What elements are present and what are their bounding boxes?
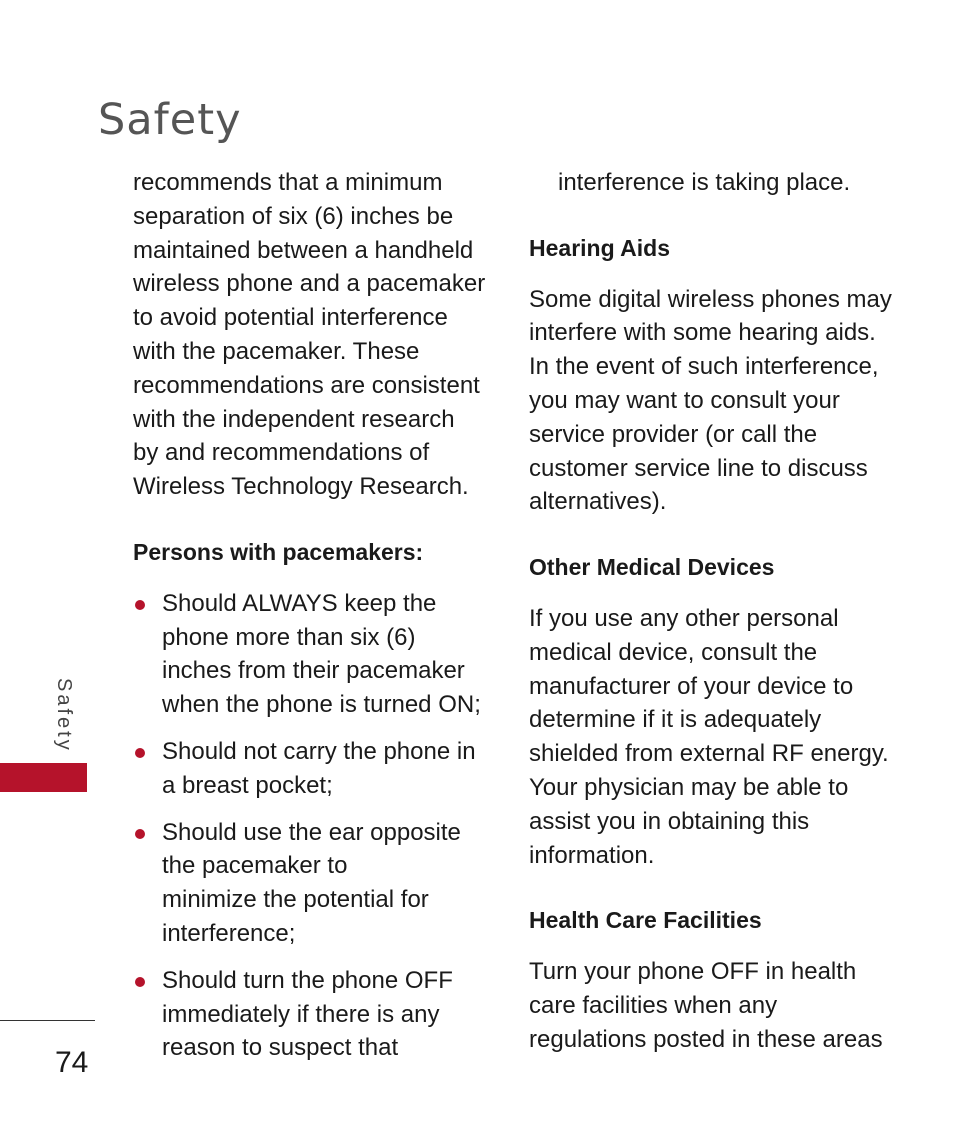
text-line: with the pacemaker. These: [133, 337, 420, 365]
text-line: a breast pocket;: [162, 771, 333, 799]
text-line: Your physician may be able to: [529, 773, 849, 801]
text-line: recommendations are consistent: [133, 371, 480, 399]
text-line: Should not carry the phone in: [162, 737, 476, 765]
medical-devices-paragraph: [529, 602, 909, 872]
continued-line: interference is taking place.: [558, 169, 851, 196]
bullet-item: [133, 964, 493, 1065]
intro-paragraph: [133, 166, 493, 504]
text-line: alternatives).: [529, 488, 667, 516]
page-number: 74: [55, 1046, 89, 1079]
text-line: assist you in obtaining this: [529, 807, 810, 835]
text-line: minimize the potential for: [162, 886, 429, 914]
text-line: care facilities when any: [529, 991, 778, 1019]
bullet-item: [133, 816, 493, 951]
health-care-paragraph: [529, 955, 909, 1056]
text-line: maintained between a handheld: [133, 236, 474, 264]
text-line: inches from their pacemaker: [162, 657, 465, 685]
hearing-aids-paragraph: [529, 283, 909, 520]
text-line: wireless phone and a pacemaker: [133, 270, 486, 298]
bullet-dot-icon: [135, 977, 145, 987]
text-line: when the phone is turned ON;: [162, 691, 481, 719]
text-line: shielded from external RF energy.: [529, 740, 889, 768]
text-line: customer service line to discuss: [529, 454, 868, 482]
text-line: with the independent research: [133, 405, 455, 433]
text-line: Turn your phone OFF in health: [529, 958, 857, 986]
section-heading-hearing-aids: Hearing Aids: [529, 234, 671, 261]
text-line: by and recommendations of: [133, 439, 430, 467]
text-line: the pacemaker to: [162, 852, 348, 880]
text-line: If you use any other personal: [529, 604, 839, 632]
text-line: reason to suspect that: [162, 1034, 399, 1062]
side-tab-label: Safety: [53, 678, 75, 753]
bullet-item: [133, 587, 493, 722]
text-line: determine if it is adequately: [529, 706, 822, 734]
text-line: medical device, consult the: [529, 638, 818, 666]
section-heading-pacemakers: Persons with pacemakers:: [133, 538, 424, 565]
text-line: you may want to consult your: [529, 386, 840, 414]
text-line: In the event of such interference,: [529, 353, 879, 381]
text-line: Should ALWAYS keep the: [162, 589, 437, 617]
text-line: separation of six (6) inches be: [133, 202, 454, 230]
page-title: Safety: [98, 94, 242, 145]
footer-divider: [0, 1020, 95, 1021]
text-line: information.: [529, 841, 655, 869]
right-column: [529, 166, 909, 1057]
text-line: to avoid potential interference: [133, 304, 448, 332]
text-line: Should use the ear opposite: [162, 818, 461, 846]
side-tab-marker: [0, 763, 87, 792]
text-line: recommends that a minimum: [133, 169, 443, 196]
bullet-dot-icon: [135, 748, 145, 758]
section-heading-health-care: Health Care Facilities: [529, 907, 762, 934]
text-line: immediately if there is any: [162, 1000, 440, 1028]
text-line: interference;: [162, 919, 296, 947]
text-line: regulations posted in these areas: [529, 1025, 883, 1053]
left-column: [133, 166, 493, 1065]
text-line: phone more than six (6): [162, 623, 416, 651]
text-line: manufacturer of your device to: [529, 672, 854, 700]
text-line: Wireless Technology Research.: [133, 473, 469, 501]
text-line: service provider (or call the: [529, 420, 818, 448]
text-line: interfere with some hearing aids.: [529, 319, 876, 347]
section-heading-medical-devices: Other Medical Devices: [529, 554, 775, 581]
bullet-dot-icon: [135, 600, 145, 610]
bullet-dot-icon: [135, 829, 145, 839]
text-line: Should turn the phone OFF: [162, 966, 453, 994]
bullet-item: [133, 735, 493, 803]
text-line: Some digital wireless phones may: [529, 285, 892, 313]
